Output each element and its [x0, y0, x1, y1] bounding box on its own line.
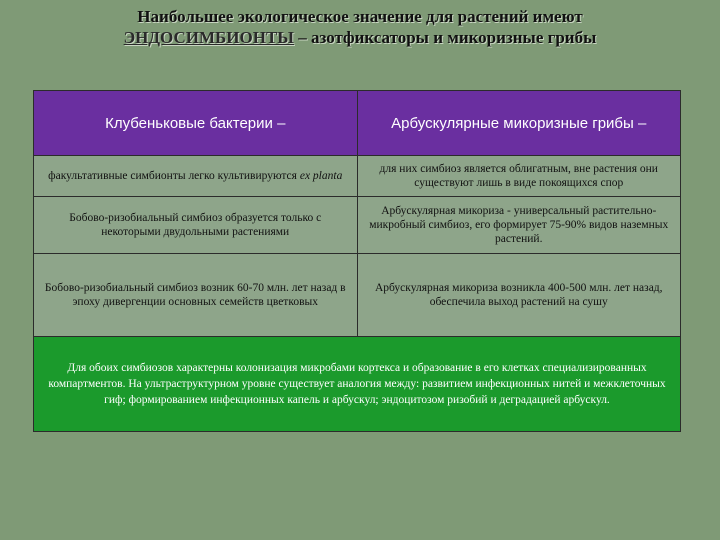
cell-fungi-origin: Арбускулярная микориза возникла 400-500 млн. лет назад, обеспечила выход растений на сушу — [357, 254, 681, 337]
title-line-1: Наибольшее экологическое значение для растений имеют — [137, 7, 583, 26]
slide-title — [20, 6, 700, 48]
cell-bacteria-culture-italic: ex planta — [299, 170, 343, 182]
title-line-2-rest: – азотфиксаторы и микоризные грибы — [293, 28, 597, 47]
title-line-2 — [20, 27, 700, 48]
footer-common-features: Для обоих симбиозов характерны колонизация микробами кортекса и образование в его клетках специализированных компартментов. На ультраструктурном уровне существует аналогия между: развитием инфекционных нитей и межклеточных гиф; формированием инфекционных капель и арбускул; эндоцитозом ризобий и деградацией арбускул. — [34, 337, 681, 432]
cell-fungi-universal: Арбускулярная микориза - универсальный растительно-микробный симбиоз, его формирует 75-90% видов наземных растений. — [357, 197, 681, 254]
cell-bacteria-culture-text: факультативные симбионты легко культивируются — [48, 170, 300, 182]
cell-bacteria-culture — [34, 156, 358, 197]
table-row — [34, 156, 681, 197]
table-header-row — [34, 91, 681, 156]
header-nodule-bacteria: Клубеньковые бактерии – — [34, 91, 358, 156]
title-keyword: ЭНДОСИМБИОНТЫ — [123, 28, 294, 47]
table-footer-row — [34, 337, 681, 432]
cell-fungi-obligate: для них симбиоз является облигатным, вне растения они существуют лишь в виде покоящихся спор — [357, 156, 681, 197]
header-mycorrhizal-fungi: Арбускулярные микоризные грибы – — [357, 91, 681, 156]
cell-bacteria-origin: Бобово-ризобиальный симбиоз возник 60-70 млн. лет назад в эпоху дивергенции основных семейств цветковых — [34, 254, 358, 337]
table-row — [34, 197, 681, 254]
table-row — [34, 254, 681, 337]
cell-bacteria-hosts: Бобово-ризобиальный симбиоз образуется только с некоторыми двудольными растениями — [34, 197, 358, 254]
comparison-table — [33, 90, 681, 432]
